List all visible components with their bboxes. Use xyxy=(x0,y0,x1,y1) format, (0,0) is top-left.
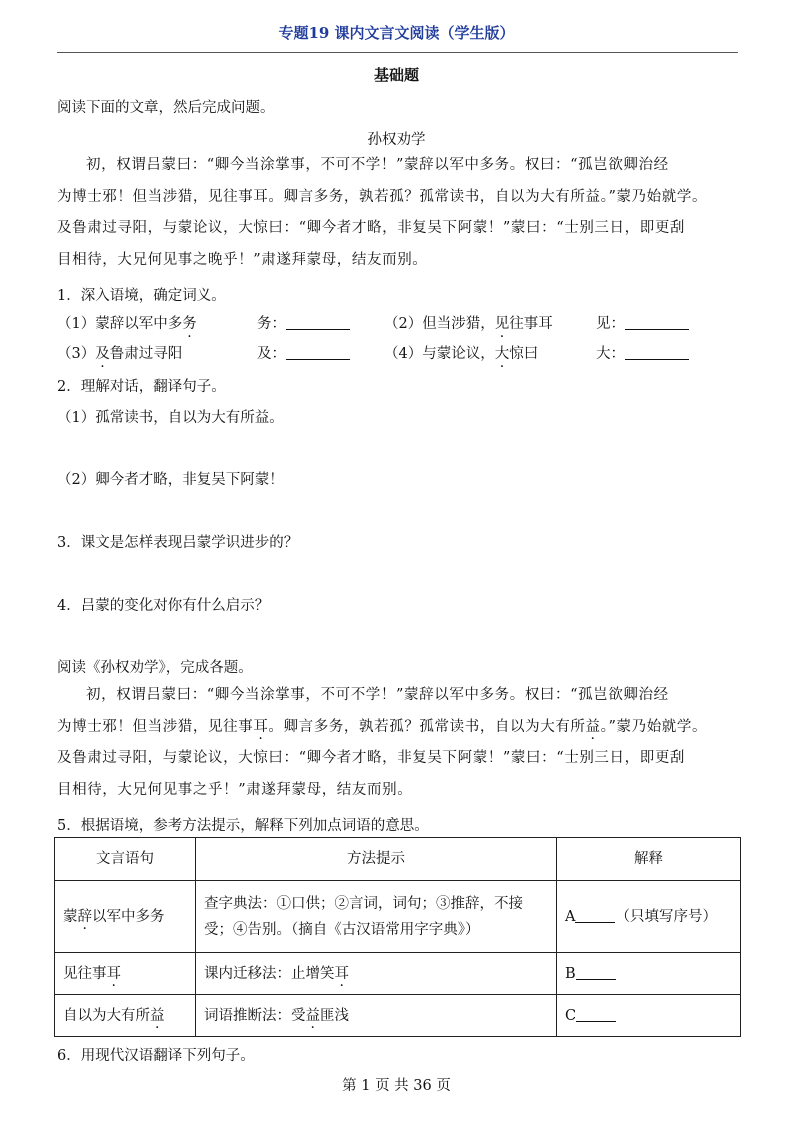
q1-answer-2[interactable] xyxy=(596,312,689,333)
passage-line: 及鲁肃过寻阳，与蒙论议，大惊曰：“卿今者才略，非复吴下阿蒙！”蒙曰：“士别三日，即更刮 xyxy=(57,220,686,236)
q1-item-post: 惊曰 xyxy=(509,346,539,362)
table-cell-answer[interactable] xyxy=(557,953,741,995)
dotted-word: 耳 xyxy=(106,965,121,982)
answer-blank[interactable] xyxy=(575,908,615,923)
q1-item-pre: 蒙辞以军中多 xyxy=(95,316,183,332)
q4-stem: 4．吕蒙的变化对你有什么启示？ xyxy=(57,598,270,614)
sentence-segment: 以军中多务 xyxy=(92,908,165,925)
q1-item-post: 鲁肃过寻阳 xyxy=(109,346,183,362)
answer-letter: A xyxy=(565,908,576,925)
q5-table xyxy=(54,837,741,1037)
q1-item-2 xyxy=(384,312,553,333)
dotted-word: 大 xyxy=(494,346,510,362)
header-divider xyxy=(57,52,738,53)
answer-blank[interactable] xyxy=(625,345,689,360)
part2-intro: 阅读《孙权劝学》，完成各题。 xyxy=(57,660,253,676)
sentence-segment: 蒙 xyxy=(63,908,78,925)
table-cell-hint: 查字典法：①口供；②言词，词句；③推辞，不接受；④告别。（摘自《古汉语常用字字典》） xyxy=(196,881,557,953)
q1-answer-4[interactable] xyxy=(596,342,689,363)
q1-item-1 xyxy=(57,312,197,333)
dotted-word: 耳 xyxy=(334,965,349,982)
q1-answer-label: 及： xyxy=(257,346,286,362)
q1-item-pre: 与蒙论议， xyxy=(422,346,495,362)
sentence-segment: 自以为大有所 xyxy=(63,1007,150,1024)
q6-stem: 6．用现代汉语翻译下列句子。 xyxy=(57,1048,255,1064)
document-header-title: 专题19 课内文言文阅读（学生版） xyxy=(278,24,515,42)
answer-letter: C xyxy=(565,1007,577,1024)
sentence-segment: 见往事 xyxy=(63,965,107,982)
answer-blank[interactable] xyxy=(576,965,616,980)
passage-segment: 。卿言多务，孰若孤？孤常读书，自以为大有所 xyxy=(268,718,586,735)
table-cell-sentence xyxy=(55,995,196,1037)
answer-blank[interactable] xyxy=(286,345,350,360)
q1-item-num: （3） xyxy=(57,346,96,362)
q3-stem: 3．课文是怎样表现吕蒙学识进步的？ xyxy=(57,535,299,551)
section-title: 基础题 xyxy=(373,66,419,84)
dotted-word: 益 xyxy=(305,1007,320,1024)
passage-segment: 为博士邪！但当涉猎，见往事 xyxy=(57,718,254,735)
hint-segment: 课内迁移法：止增笑 xyxy=(204,965,335,982)
passage-line xyxy=(57,712,738,744)
answer-blank[interactable] xyxy=(286,315,350,330)
passage-line: 目相待，大兄何见事之乎！”肃遂拜蒙母，结友而别。 xyxy=(57,781,413,798)
q5-stem: 5．根据语境，参考方法提示，解释下列加点词语的意思。 xyxy=(57,818,429,834)
passage-line: 及鲁肃过寻阳，与蒙论议，大惊曰：“卿今者才略，非复吴下阿蒙！”蒙曰：“士别三日，即更刮 xyxy=(57,750,686,766)
q2-sentence-1: （1）孤常读书，自以为大有所益。 xyxy=(57,410,284,426)
passage-line: 为博士邪！但当涉猎，见往事耳。卿言多务，孰若孤？孤常读书，自以为大有所益。”蒙乃始就学。 xyxy=(57,188,708,205)
q1-answer-label: 见： xyxy=(596,316,625,332)
q2-sentence-2: （2）卿今者才略，非复吴下阿蒙！ xyxy=(57,472,284,488)
answer-blank[interactable] xyxy=(576,1007,616,1022)
table-cell-sentence xyxy=(55,953,196,995)
dotted-word: 耳 xyxy=(253,718,269,735)
passage-line: 目相待，大兄何见事之晚乎！”肃遂拜蒙母，结友而别。 xyxy=(57,251,428,268)
q1-item-num: （2） xyxy=(384,316,423,332)
table-header-row xyxy=(55,838,741,881)
answer-note: （只填写序号） xyxy=(615,908,717,925)
page-footer: 第 1 页 共 36 页 xyxy=(342,1078,451,1094)
hint-segment: 词语推断法：受 xyxy=(204,1007,306,1024)
table-cell-answer[interactable] xyxy=(557,881,741,953)
q2-stem: 2．理解对话，翻译句子。 xyxy=(57,379,226,395)
answer-letter: B xyxy=(565,965,576,982)
q1-item-num: （1） xyxy=(57,316,96,332)
q1-item-4 xyxy=(384,342,538,363)
dotted-word: 益 xyxy=(585,718,601,735)
table-header-cell: 方法提示 xyxy=(196,838,557,881)
passage-segment: 。”蒙乃始就学。 xyxy=(600,718,708,735)
q1-item-num: （4） xyxy=(384,346,423,362)
q1-answer-label: 大： xyxy=(596,346,625,362)
passage-1 xyxy=(57,150,738,276)
table-row xyxy=(55,953,741,995)
dotted-word: 及 xyxy=(95,346,110,362)
table-header-cell: 解释 xyxy=(557,838,741,881)
passage-line: 初，权谓吕蒙曰：“卿今当涂掌事，不可不学！”蒙辞以军中多务。权曰：“孤岂欲卿治经 xyxy=(86,157,669,173)
passage-title: 孙权劝学 xyxy=(367,132,426,148)
q1-answer-3[interactable] xyxy=(257,342,350,363)
q1-item-3 xyxy=(57,342,182,363)
table-cell-sentence xyxy=(55,881,196,953)
dotted-word: 辞 xyxy=(77,908,92,925)
hint-segment: 匪浅 xyxy=(320,1007,349,1024)
q1-item-post: 往事耳 xyxy=(509,316,553,332)
passage-line: 初，权谓吕蒙曰：“卿今当涂掌事，不可不学！”蒙辞以军中多务。权曰：“孤岂欲卿治经 xyxy=(86,687,669,703)
q1-stem: 1．深入语境，确定词义。 xyxy=(57,288,226,304)
part1-intro: 阅读下面的文章，然后完成问题。 xyxy=(57,100,275,116)
passage-2 xyxy=(57,680,738,806)
dotted-word: 见 xyxy=(494,316,510,332)
q1-answer-label: 务： xyxy=(257,316,286,332)
dotted-word: 务 xyxy=(182,316,197,332)
q1-item-pre: 但当涉猎， xyxy=(422,316,495,332)
table-cell-hint xyxy=(196,995,557,1037)
q1-answer-1[interactable] xyxy=(257,312,350,333)
answer-blank[interactable] xyxy=(625,315,689,330)
table-cell-answer[interactable] xyxy=(557,995,741,1037)
table-header-cell: 文言语句 xyxy=(55,838,196,881)
table-row xyxy=(55,881,741,953)
table-row xyxy=(55,995,741,1037)
dotted-word: 益 xyxy=(150,1007,165,1024)
table-cell-hint xyxy=(196,953,557,995)
